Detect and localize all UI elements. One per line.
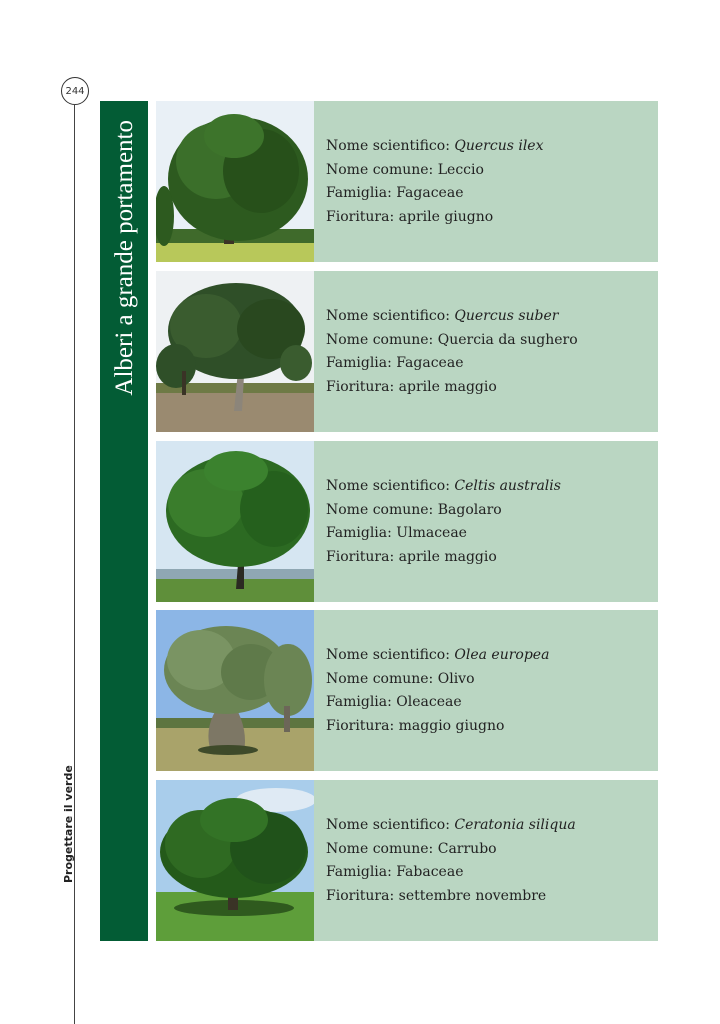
scientific-name-row: Nome scientifico: Celtis australis [326, 478, 561, 494]
flowering-period: aprile maggio [398, 548, 497, 565]
page-number: 244 [61, 77, 89, 105]
family-name: Ulmaceae [396, 525, 467, 541]
common-name-row: Nome comune: Bagolaro [326, 501, 502, 518]
tree-card [156, 101, 658, 262]
common-name-row: Nome comune: Carrubo [326, 840, 497, 857]
common-name: Olivo [437, 670, 475, 687]
scientific-name-row: Nome scientifico: Quercus suber [326, 308, 559, 324]
section-title: Alberi a grande portamento [111, 120, 138, 396]
tree-info [314, 610, 549, 771]
common-name: Carrubo [437, 840, 497, 857]
tree-info [314, 101, 543, 262]
common-name-row: Nome comune: Olivo [326, 670, 475, 687]
scientific-name-row: Nome scientifico: Ceratonia siliqua [326, 817, 576, 833]
scientific-name: Ceratonia siliqua [454, 817, 576, 833]
flowering-row: Fioritura: maggio giugno [326, 717, 505, 734]
tree-info [314, 780, 576, 941]
tree-photo [156, 780, 314, 941]
flowering-row: Fioritura: settembre novembre [326, 887, 547, 904]
scientific-name: Quercus suber [454, 308, 559, 324]
tree-info [314, 271, 578, 432]
section-bar [100, 101, 148, 941]
flowering-period: settembre novembre [398, 887, 547, 904]
tree-card [156, 780, 658, 941]
scientific-name: Celtis australis [454, 478, 561, 494]
tree-photo [156, 441, 314, 602]
common-name-row: Nome comune: Leccio [326, 161, 484, 178]
running-footer-label: Progettare il verde [62, 765, 75, 883]
family-row: Famiglia: Fagaceae [326, 185, 464, 201]
tree-card [156, 610, 658, 771]
family-row: Famiglia: Ulmaceae [326, 525, 467, 541]
family-row: Famiglia: Fabaceae [326, 864, 464, 880]
common-name: Quercia da sughero [437, 331, 578, 348]
common-name: Leccio [437, 161, 484, 178]
tree-card [156, 441, 658, 602]
tree-card [156, 271, 658, 432]
tree-photo [156, 101, 314, 262]
common-name-row: Nome comune: Quercia da sughero [326, 331, 578, 348]
family-row: Famiglia: Fagaceae [326, 355, 464, 371]
family-name: Fagaceae [396, 355, 464, 371]
flowering-row: Fioritura: aprile giugno [326, 208, 494, 225]
flowering-row: Fioritura: aprile maggio [326, 548, 497, 565]
scientific-name: Quercus ilex [454, 138, 544, 154]
tree-photo [156, 610, 314, 771]
flowering-period: aprile giugno [398, 208, 494, 225]
common-name: Bagolaro [437, 501, 502, 518]
tree-photo [156, 271, 314, 432]
family-name: Fabaceae [396, 864, 464, 880]
flowering-period: aprile maggio [398, 378, 497, 395]
tree-info [314, 441, 561, 602]
family-name: Fagaceae [396, 185, 464, 201]
scientific-name-row: Nome scientifico: Olea europea [326, 647, 550, 663]
flowering-period: maggio giugno [398, 717, 505, 734]
scientific-name-row: Nome scientifico: Quercus ilex [326, 138, 544, 154]
family-row: Famiglia: Oleaceae [326, 694, 462, 710]
family-name: Oleaceae [396, 694, 462, 710]
flowering-row: Fioritura: aprile maggio [326, 378, 497, 395]
margin-rule [74, 104, 75, 1024]
scientific-name: Olea europea [454, 647, 550, 663]
